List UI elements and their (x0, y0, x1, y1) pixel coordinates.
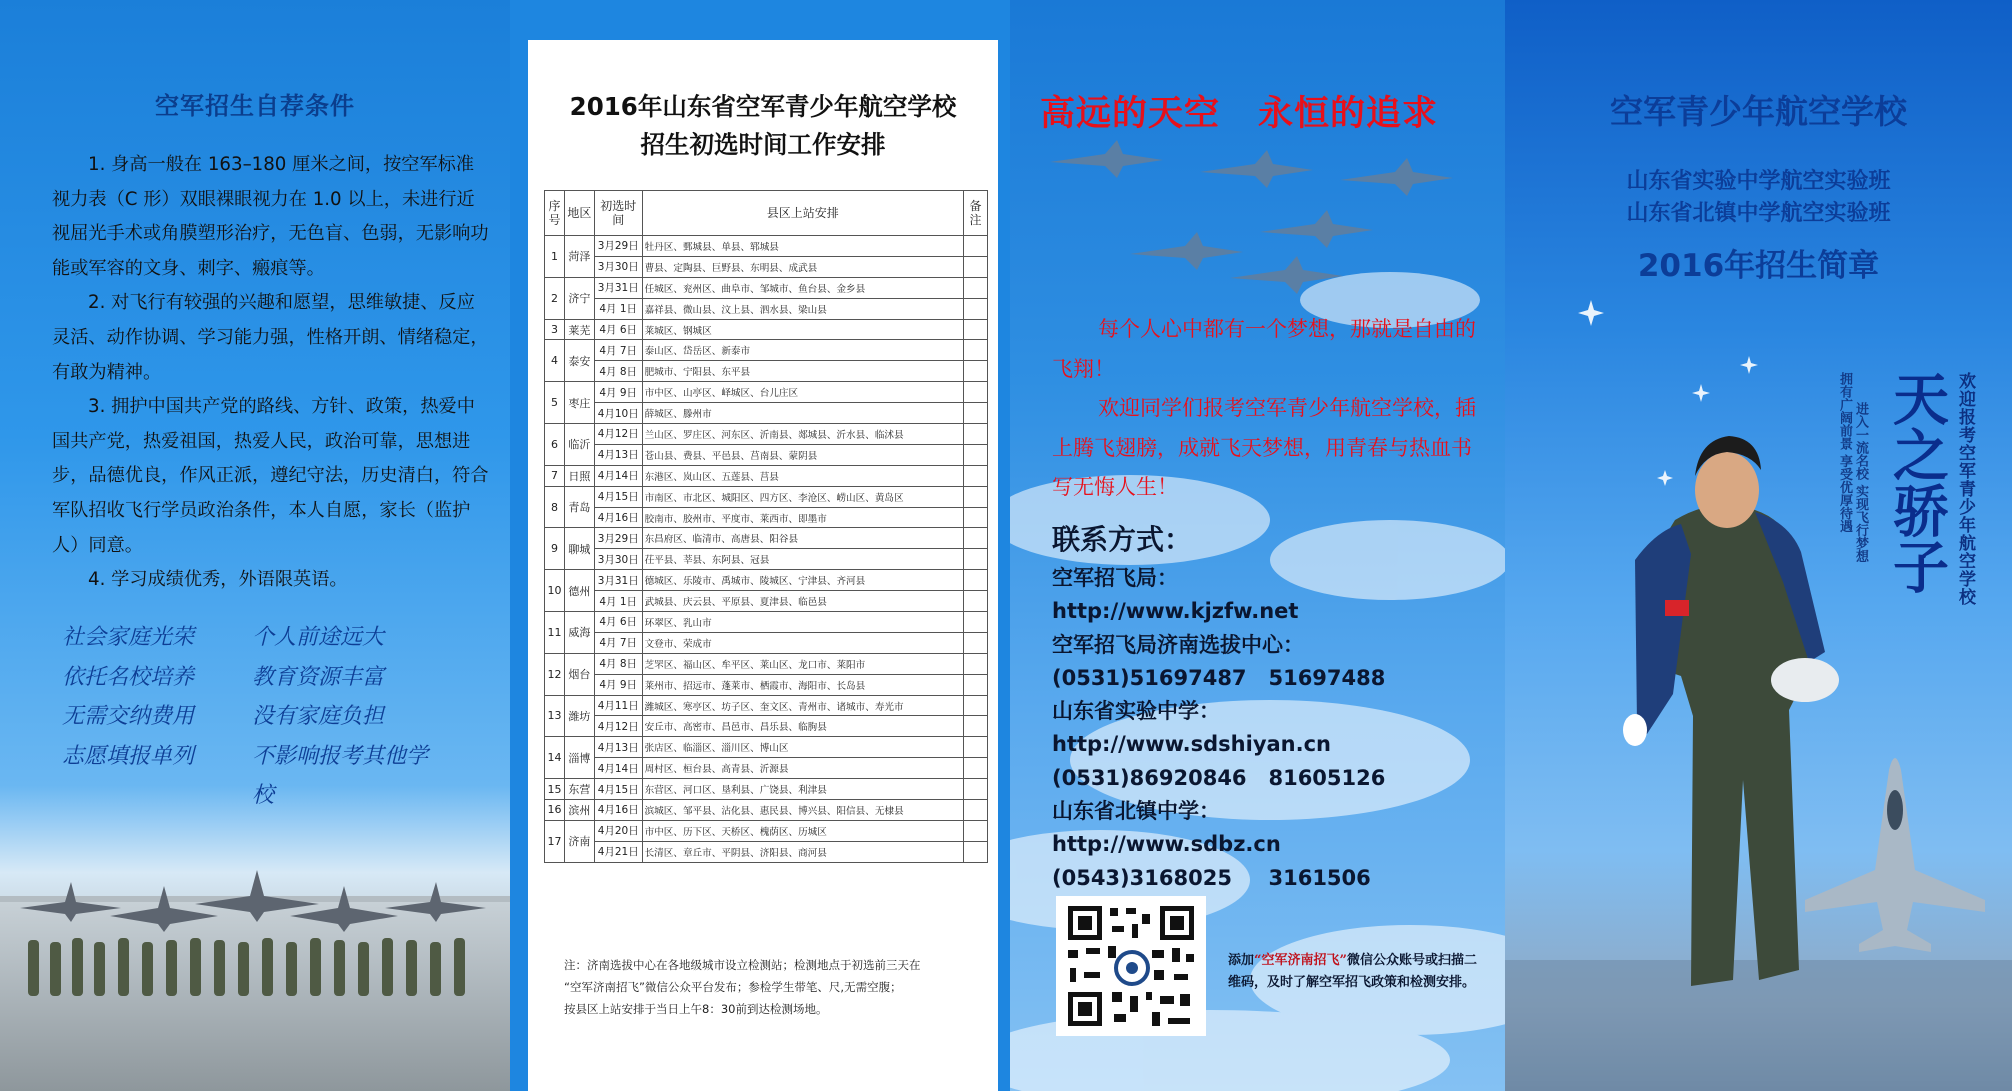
contact-block (1052, 518, 1492, 895)
table-row (545, 716, 988, 737)
cell-remark (964, 277, 988, 298)
school-name: 空军青少年航空学校 (1610, 92, 1907, 131)
cell-remark (964, 612, 988, 633)
schedule-title-line2: 招生初选时间工作安排 (640, 130, 886, 159)
cell-no: 9 (545, 528, 565, 570)
table-row (545, 236, 988, 257)
panel-cover (1505, 0, 2012, 1091)
table-row (545, 695, 988, 716)
cell-region: 淄博 (564, 737, 594, 779)
header-date: 初选时间 (594, 191, 642, 236)
slogan: 没有家庭负担 (252, 704, 385, 729)
cell-remark (964, 800, 988, 821)
cell-stations: 曹县、定陶县、巨野县、东明县、成武县 (642, 256, 963, 277)
table-row (545, 800, 988, 821)
qr-note (1228, 950, 1480, 994)
cell-no: 13 (545, 695, 565, 737)
cell-date: 4月 6日 (594, 612, 642, 633)
slogan-sky: 高远的天空 (1040, 94, 1221, 134)
slogan: 教育资源丰富 (252, 664, 385, 690)
cell-date: 4月15日 (594, 486, 642, 507)
table-row (545, 632, 988, 653)
header-remark: 备注 (964, 191, 988, 236)
table-row (545, 424, 988, 445)
benefit-vertical: 拥有广阔前景 享受优厚待遇 (1837, 372, 1852, 533)
slogan: 不影响报考其他学校 (252, 743, 429, 808)
slogan: 无需交纳费用 (62, 704, 195, 729)
cell-no: 17 (545, 820, 565, 862)
cell-stations: 莱州市、招远市、蓬莱市、栖霞市、海阳市、长岛县 (642, 674, 963, 695)
table-row (545, 570, 988, 591)
airshow-photo (0, 788, 510, 1091)
cell-remark (964, 779, 988, 800)
cell-stations: 张店区、临淄区、淄川区、博山区 (642, 737, 963, 758)
cell-date: 4月 6日 (594, 319, 642, 340)
dream-text (1052, 310, 1492, 508)
contact-phone: (0543)3168025 3161506 (1052, 865, 1371, 890)
pride-calligraphy: 天之骄子 (1884, 370, 1950, 594)
cell-stations: 肥城市、宁阳县、东平县 (642, 361, 963, 382)
cell-no: 4 (545, 340, 565, 382)
cell-no: 10 (545, 570, 565, 612)
cell-region: 潍坊 (564, 695, 594, 737)
cell-no: 16 (545, 800, 565, 821)
cell-stations: 薛城区、滕州市 (642, 403, 963, 424)
qr-note-account: “空军济南招飞” (1254, 953, 1347, 968)
table-row (545, 674, 988, 695)
welcome-vertical: 欢迎报考空军青少年航空学校 (1955, 372, 1975, 606)
cell-no: 11 (545, 612, 565, 654)
cell-region: 威海 (564, 612, 594, 654)
slogan: 个人前途远大 (252, 625, 385, 650)
cell-date: 4月20日 (594, 820, 642, 841)
cell-stations: 武城县、庆云县、平原县、夏津县、临邑县 (642, 591, 963, 612)
contact-link[interactable]: http://www.sdshiyan.cn (1052, 732, 1331, 757)
cell-no: 12 (545, 653, 565, 695)
cell-region: 德州 (564, 570, 594, 612)
table-row (545, 820, 988, 841)
cell-remark (964, 424, 988, 445)
cell-remark (964, 820, 988, 841)
schedule-table (544, 190, 988, 863)
cell-stations: 泰山区、岱岳区、新泰市 (642, 340, 963, 361)
conditions-title: 空军招生自荐条件 (155, 92, 355, 120)
cell-date: 4月12日 (594, 424, 642, 445)
cell-stations: 东营区、河口区、垦利县、广饶县、利津县 (642, 779, 963, 800)
cell-date: 3月31日 (594, 570, 642, 591)
contact-title: 联系方式： (1052, 523, 1193, 556)
dream-line: 欢迎同学们报考空军青少年航空学校，插上腾飞翅膀，成就飞天梦想，用青春与热血书写无悔人生！ (1052, 396, 1476, 499)
cell-stations: 兰山区、罗庄区、河东区、沂南县、郯城县、沂水县、临沭县 (642, 424, 963, 445)
cell-stations: 文登市、荣成市 (642, 632, 963, 653)
cell-stations: 长清区、章丘市、平阴县、济阳县、商河县 (642, 841, 963, 862)
qr-note-suffix: 微信公众账号或扫描二维码，及时了解空军招飞政策和检测安排。 (1228, 953, 1477, 990)
cell-no: 3 (545, 319, 565, 340)
slogan: 社会家庭光荣 (62, 625, 195, 650)
table-row (545, 486, 988, 507)
jet-formation (1050, 140, 1453, 294)
slogan: 志愿填报单列 (62, 743, 195, 769)
cell-remark (964, 319, 988, 340)
cell-no: 6 (545, 424, 565, 466)
cell-date: 4月 9日 (594, 382, 642, 403)
table-row (545, 382, 988, 403)
cell-date: 4月 1日 (594, 591, 642, 612)
class-name: 山东省北镇中学航空实验班 (1626, 201, 1891, 226)
cell-date: 4月13日 (594, 737, 642, 758)
cell-region: 菏泽 (564, 236, 594, 278)
cell-no: 15 (545, 779, 565, 800)
cell-no: 2 (545, 277, 565, 319)
cell-remark (964, 549, 988, 570)
contact-line: 山东省北镇中学： (1052, 799, 1220, 824)
cell-stations: 东港区、岚山区、五莲县、莒县 (642, 465, 963, 486)
condition-item: 3. 拥护中国共产党的路线、方针、政策，热爱中国共产党，热爱祖国，热爱人民，政治可靠，思想进步，品德优良，作风正派，遵纪守法，历史清白，符合军队招收飞行学员政治条件，本人自愿，家长（监护人）同意。 (52, 396, 489, 556)
benefit-vertical: 进入一流名校 实现飞行梦想 (1853, 402, 1868, 563)
cell-remark (964, 507, 988, 528)
jet-illustration (1805, 758, 1985, 952)
conditions-list (52, 148, 490, 598)
main-slogan (1040, 86, 1438, 136)
panel-schedule (510, 0, 1010, 1091)
condition-item: 1. 身高一般在 163–180 厘米之间，按空军标准视力表（C 形）双眼裸眼视力在 1.0 以上，未进行近视屈光手术或角膜塑形治疗，无色盲、色弱，无影响功能或军容的文身、刺字、瘢痕等。 (52, 154, 489, 279)
table-row (545, 758, 988, 779)
cell-date: 4月11日 (594, 695, 642, 716)
cell-region: 临沂 (564, 424, 594, 466)
contact-link[interactable]: http://www.kjzfw.net (1052, 599, 1299, 624)
cell-stations: 滨城区、邹平县、沾化县、惠民县、博兴县、阳信县、无棣县 (642, 800, 963, 821)
cell-remark (964, 465, 988, 486)
cell-date: 3月30日 (594, 549, 642, 570)
cell-remark (964, 674, 988, 695)
cell-no: 1 (545, 236, 565, 278)
cell-region: 枣庄 (564, 382, 594, 424)
header-no: 序号 (545, 191, 565, 236)
contact-line: 山东省实验中学： (1052, 699, 1220, 724)
cell-date: 4月21日 (594, 841, 642, 862)
cell-stations: 苍山县、费县、平邑县、莒南县、蒙阴县 (642, 444, 963, 465)
cell-date: 3月29日 (594, 236, 642, 257)
cell-remark (964, 528, 988, 549)
note-line: 注：济南选拔中心在各地级城市设立检测站；检测地点于初选前三天在 (564, 958, 921, 972)
cell-date: 4月 9日 (594, 674, 642, 695)
table-row (545, 403, 988, 424)
cell-remark (964, 653, 988, 674)
cell-remark (964, 632, 988, 653)
cell-date: 4月 8日 (594, 653, 642, 674)
cell-stations: 市中区、历下区、天桥区、槐荫区、历城区 (642, 820, 963, 841)
condition-item: 4. 学习成绩优秀，外语限英语。 (88, 569, 348, 591)
dream-line: 每个人心中都有一个梦想，那就是自由的飞翔！ (1052, 317, 1476, 381)
cell-stations: 市南区、市北区、城阳区、四方区、李沧区、崂山区、黄岛区 (642, 486, 963, 507)
brochure-title: 2016年招生简章 (1637, 248, 1880, 284)
cell-region: 泰安 (564, 340, 594, 382)
cell-remark (964, 737, 988, 758)
cell-remark (964, 570, 988, 591)
table-row (545, 841, 988, 862)
table-row (545, 319, 988, 340)
cell-stations: 茌平县、莘县、东阿县、冠县 (642, 549, 963, 570)
cell-stations: 牡丹区、鄄城县、单县、郓城县 (642, 236, 963, 257)
cell-stations: 环翠区、乳山市 (642, 612, 963, 633)
panel-contact (1010, 0, 1505, 1091)
table-row (545, 737, 988, 758)
note-line: 按县区上站安排于当日上午8：30前到达检测场地。 (564, 1002, 828, 1016)
contact-line: 空军招飞局济南选拔中心： (1052, 632, 1304, 657)
note-line: “空军济南招飞”微信公众平台发布；参检学生带笔、尺,无需空腹； (564, 980, 902, 994)
cell-date: 3月31日 (594, 277, 642, 298)
table-row (545, 256, 988, 277)
table-row (545, 444, 988, 465)
table-row (545, 340, 988, 361)
cell-remark (964, 236, 988, 257)
table-row (545, 549, 988, 570)
header-region: 地区 (564, 191, 594, 236)
cell-remark (964, 444, 988, 465)
cell-stations: 莱城区、钢城区 (642, 319, 963, 340)
panel-admission-conditions (0, 0, 510, 1091)
table-row (545, 507, 988, 528)
cell-stations: 任城区、兖州区、曲阜市、邹城市、鱼台县、金乡县 (642, 277, 963, 298)
qr-code-icon[interactable] (1056, 896, 1206, 1036)
table-row (545, 361, 988, 382)
cell-no: 7 (545, 465, 565, 486)
header-stations: 县区上站安排 (642, 191, 963, 236)
cell-stations: 胶南市、胶州市、平度市、莱西市、即墨市 (642, 507, 963, 528)
contact-phone: (0531)51697487 51697488 (1052, 665, 1386, 690)
table-row (545, 465, 988, 486)
cell-region: 莱芜 (564, 319, 594, 340)
cell-remark (964, 716, 988, 737)
cell-region: 滨州 (564, 800, 594, 821)
cell-date: 4月 7日 (594, 340, 642, 361)
cell-remark (964, 591, 988, 612)
table-row (545, 612, 988, 633)
cell-date: 3月30日 (594, 256, 642, 277)
cell-stations: 嘉祥县、微山县、汶上县、泗水县、梁山县 (642, 298, 963, 319)
cell-region: 东营 (564, 779, 594, 800)
cell-remark (964, 695, 988, 716)
cell-stations: 东昌府区、临清市、高唐县、阳谷县 (642, 528, 963, 549)
cell-date: 4月13日 (594, 444, 642, 465)
experimental-classes (1505, 166, 2012, 230)
cell-no: 5 (545, 382, 565, 424)
table-row (545, 653, 988, 674)
cell-remark (964, 298, 988, 319)
cell-date: 4月16日 (594, 507, 642, 528)
qr-note-prefix: 添加 (1228, 953, 1255, 968)
cell-remark (964, 841, 988, 862)
schedule-note (564, 954, 984, 1020)
cell-no: 14 (545, 737, 565, 779)
schedule-title (528, 88, 998, 164)
cell-stations: 芝罘区、福山区、牟平区、莱山区、龙口市、莱阳市 (642, 653, 963, 674)
cell-remark (964, 361, 988, 382)
cell-stations: 潍城区、寒亭区、坊子区、奎文区、青州市、诸城市、寿光市 (642, 695, 963, 716)
condition-item: 2. 对飞行有较强的兴趣和愿望，思维敏捷、反应灵活、动作协调、学习能力强，性格开朗、情绪稳定，有敢为精神。 (52, 292, 489, 383)
cell-remark (964, 340, 988, 361)
cell-date: 4月12日 (594, 716, 642, 737)
cell-date: 4月10日 (594, 403, 642, 424)
cell-date: 4月 8日 (594, 361, 642, 382)
class-name: 山东省实验中学航空实验班 (1626, 169, 1891, 194)
cell-region: 聊城 (564, 528, 594, 570)
benefit-slogans (62, 618, 502, 816)
cell-stations: 市中区、山亭区、峄城区、台儿庄区 (642, 382, 963, 403)
cell-region: 青岛 (564, 486, 594, 528)
cell-stations: 周村区、桓台县、高青县、沂源县 (642, 758, 963, 779)
table-row (545, 277, 988, 298)
schedule-sheet (528, 40, 998, 1091)
cell-remark (964, 403, 988, 424)
cell-stations: 安丘市、高密市、昌邑市、昌乐县、临朐县 (642, 716, 963, 737)
cell-region: 烟台 (564, 653, 594, 695)
cell-date: 3月29日 (594, 528, 642, 549)
table-row (545, 779, 988, 800)
cell-date: 4月16日 (594, 800, 642, 821)
cell-region: 济南 (564, 820, 594, 862)
cell-date: 4月14日 (594, 758, 642, 779)
contact-link[interactable]: http://www.sdbz.cn (1052, 832, 1281, 857)
table-row (545, 591, 988, 612)
cell-region: 日照 (564, 465, 594, 486)
schedule-title-line1: 2016年山东省空军青少年航空学校 (569, 92, 957, 121)
cell-remark (964, 758, 988, 779)
cell-no: 8 (545, 486, 565, 528)
cell-region: 济宁 (564, 277, 594, 319)
cell-date: 4月 7日 (594, 632, 642, 653)
contact-phone: (0531)86920846 81605126 (1052, 765, 1386, 790)
cell-date: 4月14日 (594, 465, 642, 486)
contact-line: 空军招飞局： (1052, 566, 1178, 590)
table-row (545, 528, 988, 549)
cell-date: 4月15日 (594, 779, 642, 800)
slogan: 依托名校培养 (62, 664, 195, 690)
cell-remark (964, 256, 988, 277)
cell-remark (964, 486, 988, 507)
cell-stations: 德城区、乐陵市、禹城市、陵城区、宁津县、齐河县 (642, 570, 963, 591)
slogan-pursuit: 永恒的追求 (1258, 94, 1439, 134)
cell-date: 4月 1日 (594, 298, 642, 319)
table-row (545, 298, 988, 319)
cell-remark (964, 382, 988, 403)
